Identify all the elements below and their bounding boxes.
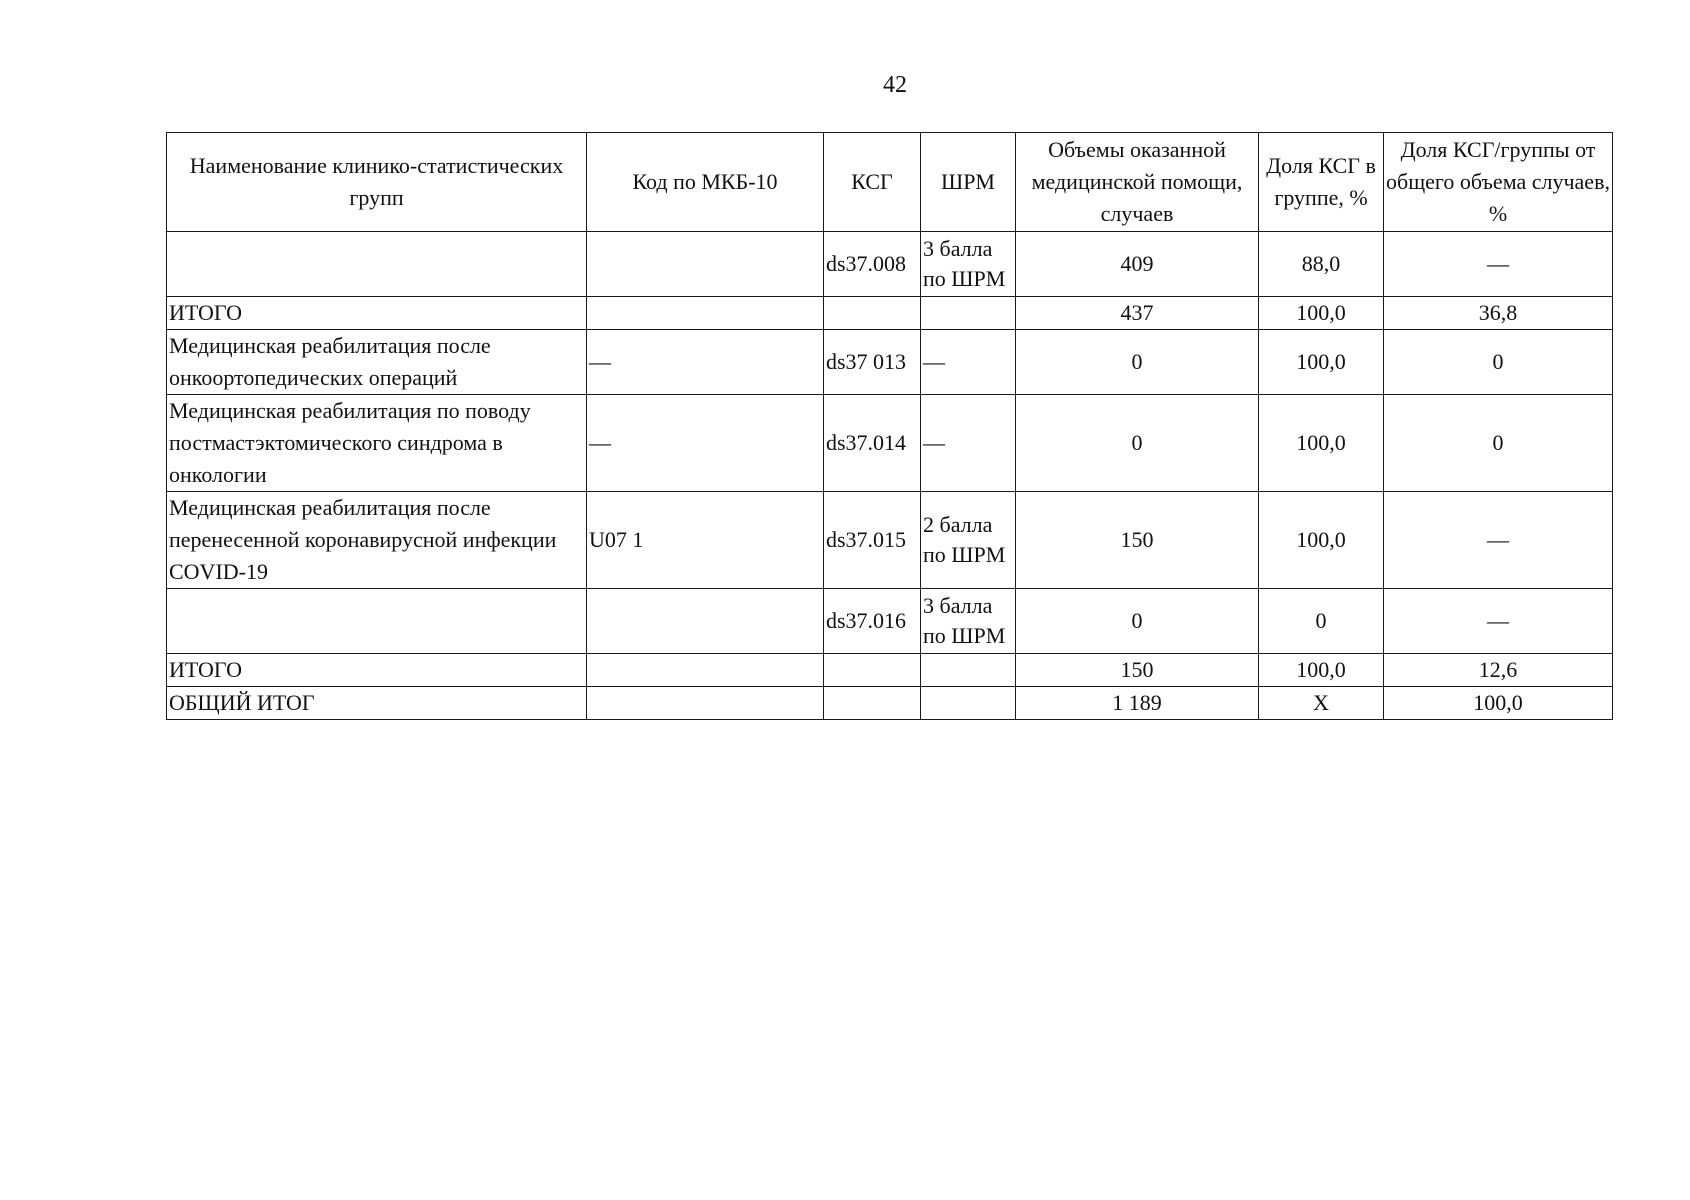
cell-share-group: 100,0 <box>1259 654 1384 687</box>
cell-share-total: 0 <box>1384 395 1613 492</box>
cell-mkb-code <box>587 687 824 720</box>
cell-shrm <box>921 297 1016 330</box>
cell-group-name: Медицинская реабилитация после онкоортопедических операций <box>167 330 587 395</box>
table-header-row <box>167 133 1613 232</box>
cell-ksg: ds37 013 <box>824 330 921 395</box>
table-row-grand-total <box>167 687 1613 720</box>
cell-share-group: 100,0 <box>1259 395 1384 492</box>
table-row-total <box>167 654 1613 687</box>
cell-shrm: — <box>921 395 1016 492</box>
cell-mkb-code <box>587 654 824 687</box>
cell-ksg <box>824 654 921 687</box>
cell-ksg: ds37.008 <box>824 232 921 297</box>
cell-share-group: 100,0 <box>1259 297 1384 330</box>
cell-volume: 437 <box>1016 297 1259 330</box>
cell-volume: 409 <box>1016 232 1259 297</box>
cell-mkb-code <box>587 232 824 297</box>
cell-group-name <box>167 232 587 297</box>
cell-share-group: 88,0 <box>1259 232 1384 297</box>
header-shrm: ШРМ <box>921 133 1016 232</box>
table-row <box>167 330 1613 395</box>
cell-share-total: — <box>1384 589 1613 654</box>
table-row <box>167 589 1613 654</box>
header-share-total: Доля КСГ/группы от общего объема случаев, % <box>1384 133 1613 232</box>
table-row <box>167 395 1613 492</box>
cell-ksg: ds37.016 <box>824 589 921 654</box>
cell-mkb-code: — <box>587 395 824 492</box>
cell-shrm: — <box>921 330 1016 395</box>
header-group-name: Наименование клинико-статистических групп <box>167 133 587 232</box>
cell-shrm: 2 балла по ШРМ <box>921 492 1016 589</box>
cell-shrm <box>921 654 1016 687</box>
cell-group-name: ИТОГО <box>167 654 587 687</box>
cell-volume: 150 <box>1016 492 1259 589</box>
page-number: 42 <box>883 72 907 98</box>
cell-ksg <box>824 687 921 720</box>
table-row <box>167 492 1613 589</box>
cell-share-total: 36,8 <box>1384 297 1613 330</box>
cell-share-group: 100,0 <box>1259 492 1384 589</box>
cell-share-total: 100,0 <box>1384 687 1613 720</box>
cell-volume: 0 <box>1016 395 1259 492</box>
cell-volume: 150 <box>1016 654 1259 687</box>
cell-share-group: Х <box>1259 687 1384 720</box>
cell-ksg <box>824 297 921 330</box>
cell-group-name: Медицинская реабилитация по поводу постмастэктомического синдрома в онкологии <box>167 395 587 492</box>
cell-share-group: 100,0 <box>1259 330 1384 395</box>
table-row <box>167 232 1613 297</box>
cell-ksg: ds37.015 <box>824 492 921 589</box>
cell-mkb-code <box>587 589 824 654</box>
header-volume: Объемы оказанной медицинской помощи, случаев <box>1016 133 1259 232</box>
cell-group-name: ОБЩИЙ ИТОГ <box>167 687 587 720</box>
cell-share-total: — <box>1384 232 1613 297</box>
cell-shrm: 3 балла по ШРМ <box>921 589 1016 654</box>
cell-share-total: — <box>1384 492 1613 589</box>
ksg-volume-table <box>166 132 1613 720</box>
cell-ksg: ds37.014 <box>824 395 921 492</box>
cell-share-group: 0 <box>1259 589 1384 654</box>
cell-shrm: 3 балла по ШРМ <box>921 232 1016 297</box>
cell-mkb-code <box>587 297 824 330</box>
cell-share-total: 0 <box>1384 330 1613 395</box>
cell-shrm <box>921 687 1016 720</box>
header-mkb-code: Код по МКБ-10 <box>587 133 824 232</box>
table-row-total <box>167 297 1613 330</box>
cell-volume: 0 <box>1016 330 1259 395</box>
cell-volume: 1 189 <box>1016 687 1259 720</box>
header-ksg: КСГ <box>824 133 921 232</box>
cell-share-total: 12,6 <box>1384 654 1613 687</box>
header-share-group: Доля КСГ в группе, % <box>1259 133 1384 232</box>
cell-group-name <box>167 589 587 654</box>
cell-mkb-code: U07 1 <box>587 492 824 589</box>
cell-group-name: ИТОГО <box>167 297 587 330</box>
cell-volume: 0 <box>1016 589 1259 654</box>
cell-group-name: Медицинская реабилитация после перенесенной коронавирусной инфекции COVID-19 <box>167 492 587 589</box>
cell-mkb-code: — <box>587 330 824 395</box>
